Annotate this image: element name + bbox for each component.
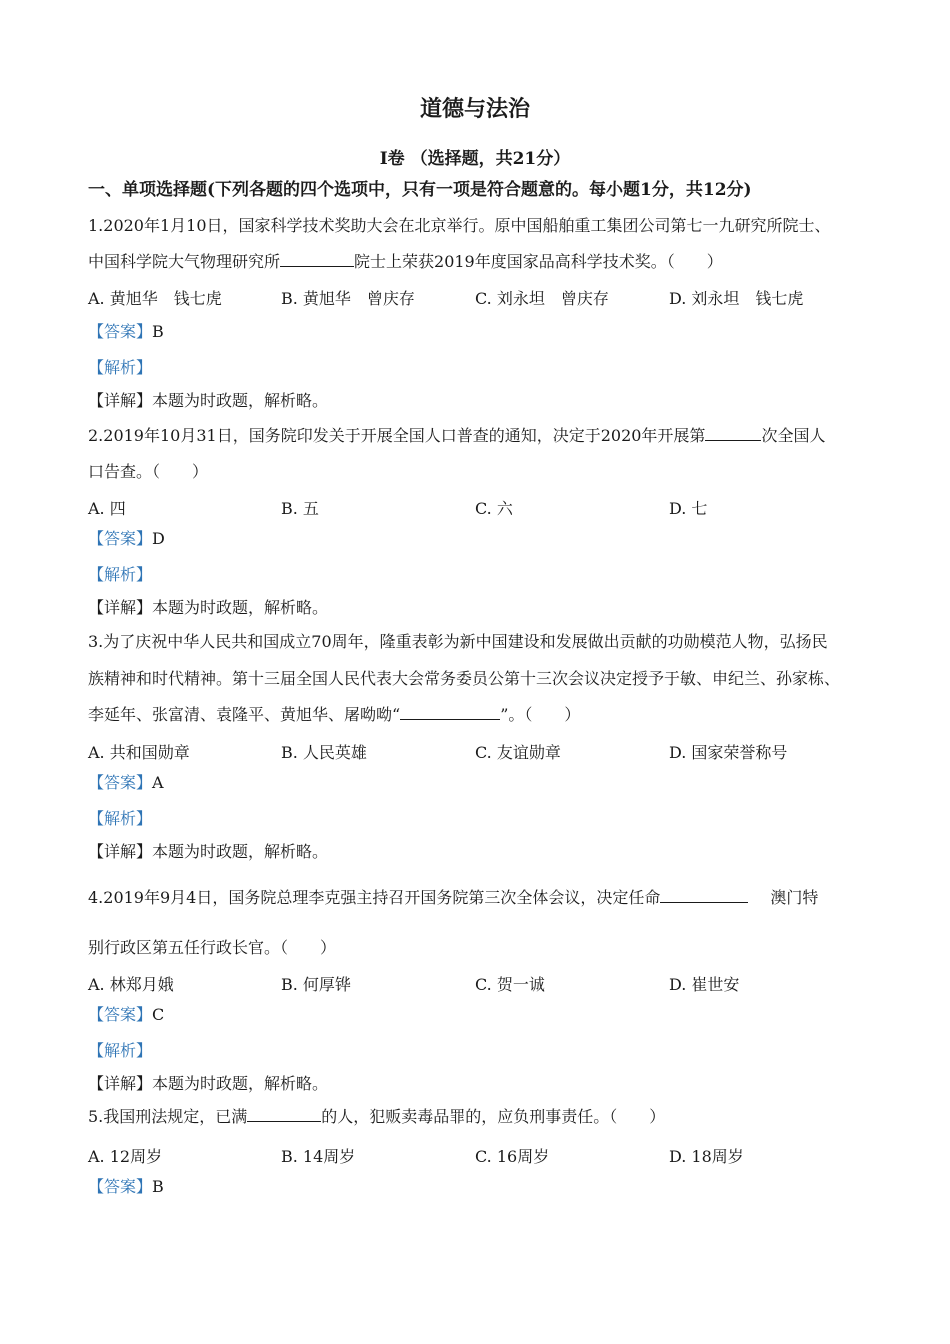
answer-label: 【答案】 <box>88 529 153 548</box>
answer-blank <box>660 888 748 903</box>
answer-value: B <box>152 1177 164 1196</box>
option-d: D. 国家荣誉称号 <box>669 743 788 762</box>
question-3-line-1: 3.为了庆祝中华人民共和国成立70周年，隆重表彰为新中国建设和发展做出贡献的功勋模范人物，弘扬民 <box>88 632 828 651</box>
option-a: A. 黄旭华 钱七虎 <box>88 289 222 308</box>
answer-label: 【答案】 <box>88 773 153 792</box>
question-4-options <box>88 972 888 994</box>
question-4-analysis <box>88 1041 890 1061</box>
question-1-detail <box>88 391 890 411</box>
question-5-answer <box>88 1177 890 1197</box>
question-2-detail <box>88 598 890 618</box>
option-c: C. 16周岁 <box>475 1147 550 1166</box>
answer-label: 【答案】 <box>88 1005 153 1024</box>
question-4-line-2: 别行政区第五任行政长官。（ ） <box>88 938 337 957</box>
analysis-label: 【解析】 <box>88 1041 153 1060</box>
analysis-label: 【解析】 <box>88 358 153 377</box>
option-c: C. 友谊勋章 <box>475 743 561 762</box>
question-1-text-b: 院士上荣获2019年度国家品高科学技术奖。（ ） <box>354 252 723 271</box>
paper-subtitle: Ⅰ卷 （选择题，共21分） <box>379 149 571 169</box>
option-b: B. 人民英雄 <box>281 743 367 762</box>
question-4-line-1 <box>88 888 890 908</box>
question-3-options <box>88 740 888 762</box>
answer-blank <box>400 705 500 720</box>
question-4-text-b: 澳门特 <box>770 888 819 907</box>
question-5-text-b: 的人，犯贩卖毒品罪的，应负刑事责任。（ ） <box>321 1107 666 1126</box>
question-2-options <box>88 496 888 518</box>
question-2-text-b: 次全国人 <box>761 426 826 445</box>
question-2-analysis <box>88 565 890 585</box>
answer-value: B <box>152 322 164 341</box>
option-c: C. 六 <box>475 499 513 518</box>
answer-value: D <box>152 529 165 548</box>
question-3-line-3 <box>88 705 890 725</box>
answer-blank <box>280 252 354 267</box>
question-5-text-a: 5.我国刑法规定，已满 <box>88 1107 248 1126</box>
answer-blank <box>705 426 761 441</box>
option-d: D. 刘永坦 钱七虎 <box>669 289 804 308</box>
option-a: A. 林郑月娥 <box>88 975 174 994</box>
question-3-text-a: 李延年、张富清、袁隆平、黄旭华、屠呦呦“ <box>88 705 401 724</box>
detail-label: 【详解】 <box>88 598 153 617</box>
option-a: A. 共和国勋章 <box>88 743 190 762</box>
option-d: D. 七 <box>669 499 708 518</box>
option-a: A. 12周岁 <box>88 1147 163 1166</box>
question-2-answer <box>88 529 890 549</box>
option-a: A. 四 <box>88 499 126 518</box>
question-1-options <box>88 286 888 308</box>
detail-text: 本题为时政题，解析略。 <box>152 598 329 617</box>
question-2-text-a: 2.2019年10月31日，国务院印发关于开展全国人口普查的通知，决定于2020年开展第 <box>88 426 706 445</box>
option-c: C. 刘永坦 曾庆存 <box>475 289 609 308</box>
option-b: B. 五 <box>281 499 319 518</box>
answer-value: A <box>152 773 164 792</box>
answer-blank <box>247 1107 321 1122</box>
answer-label: 【答案】 <box>88 322 153 341</box>
option-d: D. 崔世安 <box>669 975 740 994</box>
question-3-line-2: 族精神和时代精神。第十三届全国人民代表大会常务委员公第十三次会议决定授予于敏、申纪兰、孙家栋、 <box>88 669 841 688</box>
question-4-answer <box>88 1005 890 1025</box>
question-3-text-b: ”。（ ） <box>500 705 581 724</box>
question-4-text-a: 4.2019年9月4日，国务院总理李克强主持召开国务院第三次全体会议，决定任命 <box>88 888 661 907</box>
question-3-detail <box>88 842 890 862</box>
question-2-line-2: 口告查。（ ） <box>88 462 209 481</box>
detail-text: 本题为时政题，解析略。 <box>152 391 329 410</box>
question-3-answer <box>88 773 890 793</box>
option-b: B. 黄旭华 曾庆存 <box>281 289 415 308</box>
analysis-label: 【解析】 <box>88 565 153 584</box>
detail-text: 本题为时政题，解析略。 <box>152 1074 329 1093</box>
detail-text: 本题为时政题，解析略。 <box>152 842 329 861</box>
question-1-text-a: 中国科学院大气物理研究所 <box>88 252 281 271</box>
detail-label: 【详解】 <box>88 842 153 861</box>
question-4-detail <box>88 1074 890 1094</box>
question-2-line-1 <box>88 426 890 446</box>
answer-value: C <box>152 1005 165 1024</box>
question-1-line-1: 1.2020年1月10日，国家科学技术奖助大会在北京举行。原中国船舶重工集团公司第七一九研究所院士、 <box>88 216 831 235</box>
detail-label: 【详解】 <box>88 391 153 410</box>
question-1-analysis <box>88 358 890 378</box>
question-5-options <box>88 1144 888 1166</box>
answer-label: 【答案】 <box>88 1177 153 1196</box>
option-c: C. 贺一诚 <box>475 975 545 994</box>
document-title: 道德与法治 <box>419 96 530 122</box>
question-1-answer <box>88 322 890 342</box>
option-b: B. 14周岁 <box>281 1147 356 1166</box>
option-b: B. 何厚铧 <box>281 975 351 994</box>
section-heading: 一、单项选择题(下列各题的四个选项中，只有一项是符合题意的。每小题1分，共12分) <box>88 180 752 200</box>
detail-label: 【详解】 <box>88 1074 153 1093</box>
analysis-label: 【解析】 <box>88 809 153 828</box>
option-d: D. 18周岁 <box>669 1147 744 1166</box>
question-3-analysis <box>88 809 890 829</box>
question-1-line-2 <box>88 252 890 272</box>
question-5-line-1 <box>88 1107 890 1127</box>
